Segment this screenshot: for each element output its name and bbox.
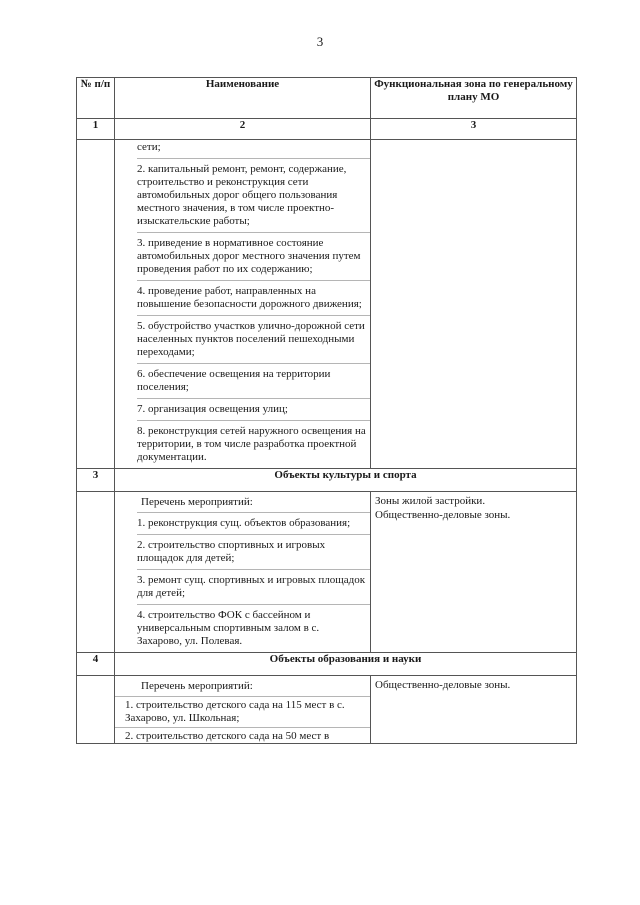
header-number: № п/п	[77, 78, 115, 119]
zone-text: Общественно-деловые зоны.	[375, 509, 511, 521]
list-item: 2. строительство спортивных и игровых площадок для детей;	[137, 534, 370, 569]
list-item: 2. капитальный ремонт, ремонт, содержание, строительство и реконструкция сети автомобильных дорог общего пользования местного значения, в том числе проектно-изыскательские работы;	[137, 158, 370, 232]
header-zone: Функциональная зона по генеральному плану МО	[371, 78, 577, 119]
measures-list	[115, 676, 371, 744]
section-title: Объекты образования и науки	[115, 653, 577, 676]
zone-empty	[371, 140, 577, 469]
measures-list	[115, 140, 371, 469]
list-item: 1. реконструкция сущ. объектов образования;	[137, 512, 370, 534]
list-item: 3. ремонт сущ. спортивных и игровых площадок для детей;	[137, 569, 370, 604]
zone-cell	[371, 676, 577, 744]
section-header-row	[77, 469, 577, 492]
column-numbers-row	[77, 119, 577, 140]
list-item: 8. реконструкция сетей наружного освещения на территории, в том числе разработка проектной документации.	[137, 420, 370, 468]
measures-lead: Перечень мероприятий:	[141, 496, 253, 508]
column-number: 2	[115, 119, 371, 140]
list-item: 4. проведение работ, направленных на повышение безопасности дорожного движения;	[137, 280, 370, 315]
table-row	[77, 676, 577, 744]
row-number-empty	[77, 676, 115, 744]
list-item: 6. обеспечение освещения на территории поселения;	[137, 363, 370, 398]
section-number: 3	[77, 469, 115, 492]
measures-lead: Перечень мероприятий:	[141, 680, 253, 692]
header-name: Наименование	[115, 78, 371, 119]
list-item: 1. строительство детского сада на 115 мест в с. Захарово, ул. Школьная;	[115, 696, 370, 727]
row-number-empty	[77, 140, 115, 469]
list-item: 5. обустройство участков улично-дорожной сети населенных пунктов поселений пешеходными переходами;	[137, 315, 370, 363]
row-number-empty	[77, 492, 115, 653]
section-number: 4	[77, 653, 115, 676]
zones-table	[76, 77, 577, 744]
table-header-row	[77, 78, 577, 119]
column-number: 1	[77, 119, 115, 140]
zone-text: Общественно-деловые зоны.	[375, 679, 511, 691]
section-header-row	[77, 653, 577, 676]
table-row	[77, 492, 577, 653]
table-row-continued	[77, 140, 577, 469]
column-number: 3	[371, 119, 577, 140]
page-number: 3	[316, 34, 324, 49]
list-item: 3. приведение в нормативное состояние автомобильных дорог местного значения путем проведения работ по их содержанию;	[137, 232, 370, 280]
zone-cell	[371, 492, 577, 653]
zone-text: Зоны жилой застройки.	[375, 495, 486, 507]
list-item: 2. строительство детского сада на 50 мест в	[115, 727, 370, 743]
measures-list	[115, 492, 371, 653]
section-title: Объекты культуры и спорта	[115, 469, 577, 492]
list-item: сети;	[137, 141, 161, 153]
list-item: 7. организация освещения улиц;	[137, 398, 370, 420]
list-item: 4. строительство ФОК с бассейном и универсальным спортивным залом в с. Захарово, ул. Полевая.	[137, 604, 370, 652]
